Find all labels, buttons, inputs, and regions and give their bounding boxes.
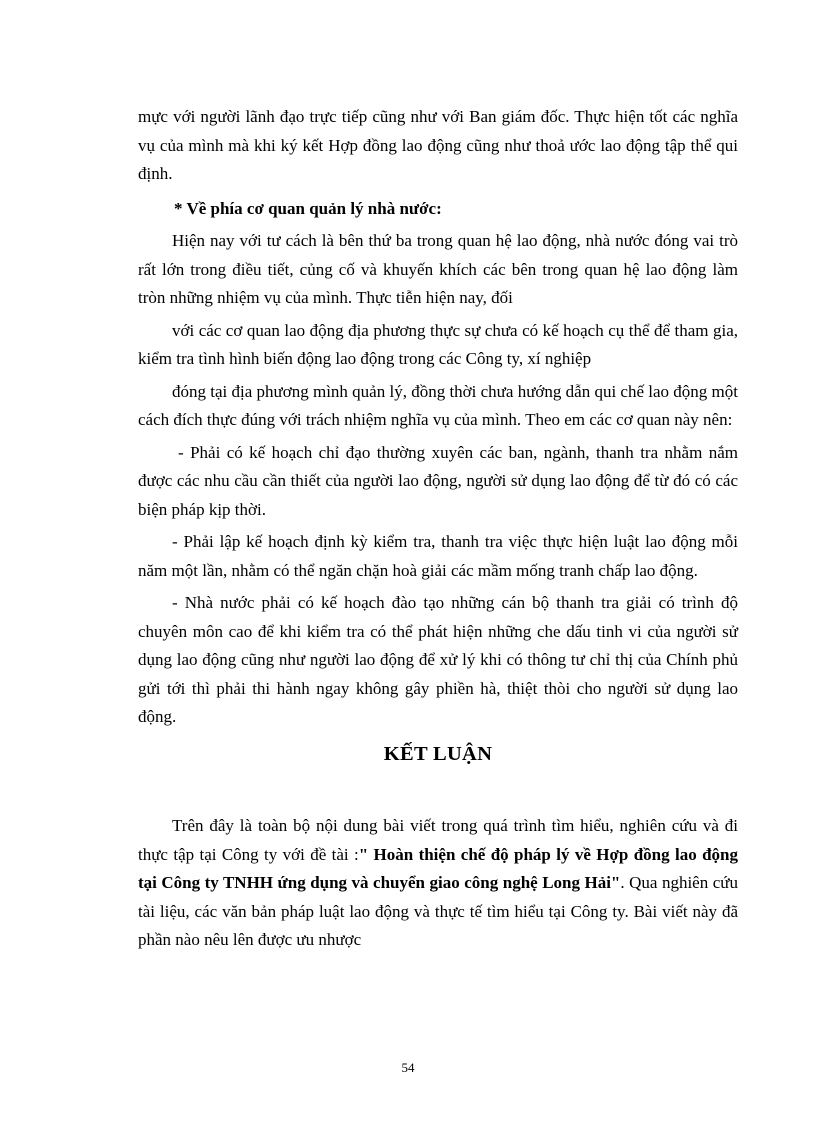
subheading-state-agency: * Về phía cơ quan quản lý nhà nước:	[174, 198, 442, 218]
paragraph-local-management: đóng tại địa phương mình quản lý, đồng thời chưa hướng dẫn qui chế lao động một cách đích thực đúng với trách nhiệm nghĩa vụ của mình. Theo em các cơ quan này nên:	[138, 381, 738, 429]
bullet-inspection-plan: - Phải lập kế hoạch định kỳ kiểm tra, thanh tra việc thực hiện luật lao động mỗi năm một lần, nhằm có thể ngăn chặn hoà giải các mầm mống tranh chấp lao động.	[138, 532, 738, 580]
paragraph-continuation: mực với người lãnh đạo trực tiếp cũng như với Ban giám đốc. Thực hiện tốt các nghĩa vụ của mình mà khi ký kết Hợp đồng lao động cũng như thoả ước lao động tập thể qui định.	[138, 107, 738, 183]
page-number: 54	[401, 1060, 415, 1075]
document-body	[138, 103, 738, 955]
conclusion-rest: . Qua nghiên cứu tài liệu, các văn bản pháp luật lao động và thực tế tìm hiểu tại Công ty. Bài viết này đã phần nào nêu lên được ưu nhược	[138, 873, 738, 949]
conclusion-paragraph	[138, 812, 738, 955]
paragraph-local-agencies: với các cơ quan lao động địa phương thực sự chưa có kế hoạch cụ thể để tham gia, kiểm tra tình hình biến động lao động trong các Công ty, xí nghiệp	[138, 320, 738, 368]
conclusion-topic: " Hoàn thiện chế độ pháp lý về Hợp đồng lao động tại Công ty TNHH ứng dụng và chuyển giao công nghệ Long Hải"	[138, 844, 738, 892]
conclusion-title: KẾT LUẬN	[383, 742, 493, 765]
bullet-training-plan: - Nhà nước phải có kế hoạch đào tạo những cán bộ thanh tra giải có trình độ chuyên môn cao để khi kiểm tra có thể phát hiện những che dấu tinh vi của người sử dụng lao động cũng như người lao động để xử lý khi có thông tư chỉ thị của Chính phủ gửi tới thì phải thi hành ngay không gây phiền hà, thiệt thòi cho người sử dụng lao động.	[138, 593, 738, 726]
bullet-direction-plan: - Phải có kế hoạch chỉ đạo thường xuyên các ban, ngành, thanh tra nhằm nắm được các nhu cầu cần thiết của người lao động, người sử dụng lao động để từ đó có các biện pháp kịp thời.	[138, 442, 738, 519]
paragraph-state-role: Hiện nay với tư cách là bên thứ ba trong quan hệ lao động, nhà nước đóng vai trò rất lớn trong điều tiết, củng cố và khuyến khích các bên trong quan hệ lao động làm tròn những nhiệm vụ của mình. Thực tiễn hiện nay, đối	[138, 231, 738, 307]
conclusion-intro: Trên đây là toàn bộ nội dung bài viết trong quá trình tìm hiểu, nghiên cứu và đi thực tập tại Công ty với đề tài :	[138, 816, 738, 864]
